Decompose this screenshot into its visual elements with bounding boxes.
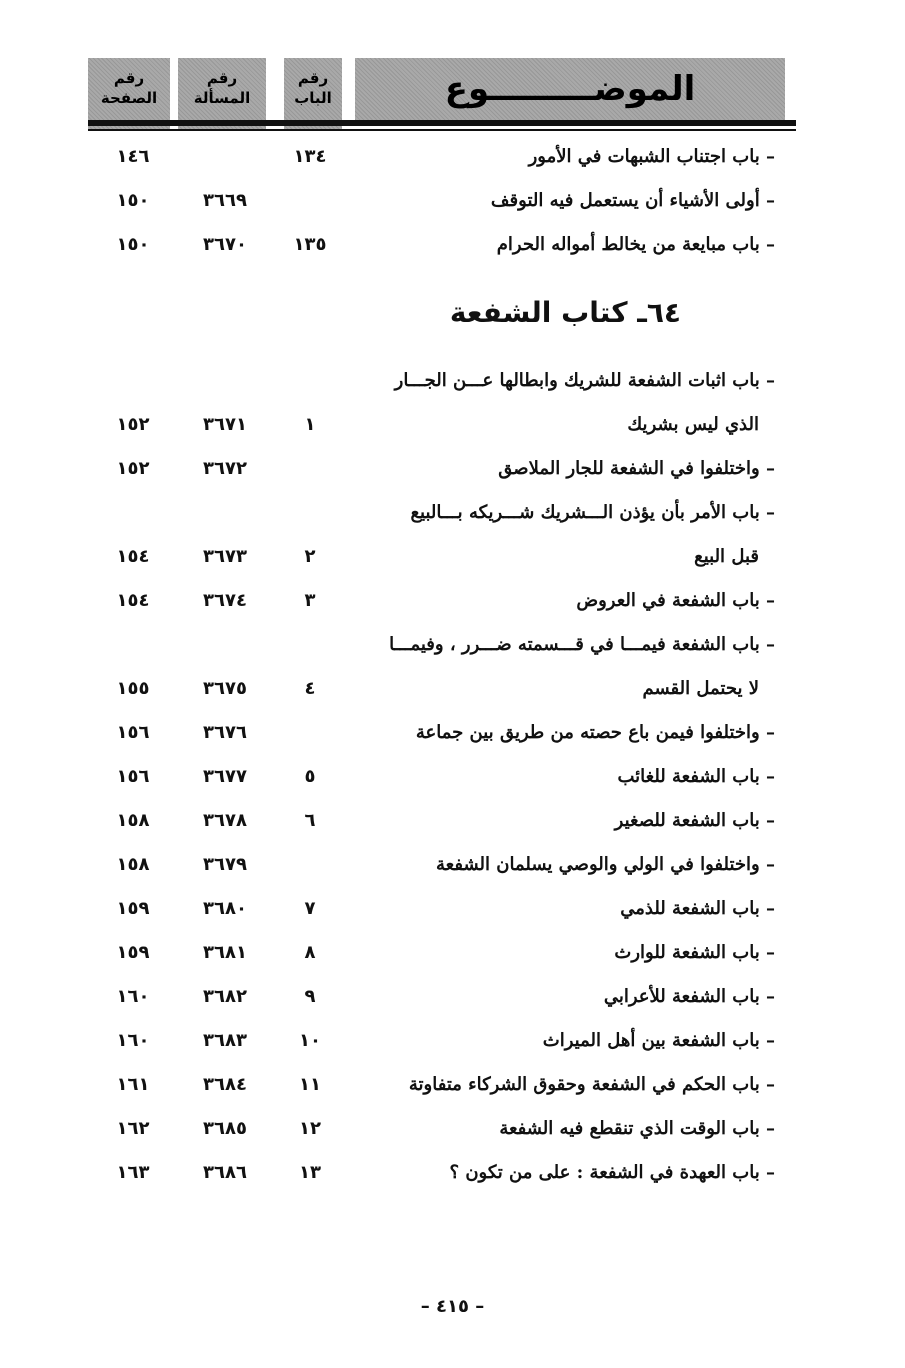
entry-bab-number: ١٢ bbox=[299, 1118, 321, 1139]
toc-row bbox=[0, 140, 905, 180]
header-masala-label-1: رقم bbox=[206, 69, 238, 87]
toc-row bbox=[0, 496, 905, 536]
entry-bab-number: ٢ bbox=[304, 546, 316, 567]
entry-page-number: ١٥٢ bbox=[116, 458, 150, 479]
entry-title: – باب العهدة في الشفعة : على من تكون ؟ bbox=[449, 1162, 775, 1183]
entry-bab-number: ١٠ bbox=[299, 1030, 321, 1051]
entry-page-number: ١٥٤ bbox=[116, 590, 150, 611]
entry-masala-number: ٣٦٧٤ bbox=[203, 590, 247, 611]
entry-masala-number: ٣٦٨١ bbox=[203, 942, 247, 963]
entry-title: – باب الشفعة فيمـــا في قـــسمته ضـــرر ، وفيمـــا bbox=[389, 634, 775, 655]
entry-title: – باب الشفعة للوارث bbox=[614, 942, 775, 963]
entry-masala-number: ٣٦٨٠ bbox=[203, 898, 247, 919]
entry-masala-number: ٣٦٧٩ bbox=[203, 854, 247, 875]
entry-bab-number: ٩ bbox=[304, 986, 316, 1007]
entry-page-number: ١٥٤ bbox=[116, 546, 150, 567]
toc-row bbox=[0, 452, 905, 492]
entry-page-number: ١٥٩ bbox=[116, 898, 150, 919]
header-bab-label-2: الباب bbox=[294, 89, 332, 107]
header-rule-thin bbox=[88, 129, 796, 131]
header-bab-label-1: رقم bbox=[297, 69, 329, 87]
entry-title: – باب الشفعة بين أهل الميراث bbox=[542, 1030, 775, 1051]
toc-row bbox=[0, 848, 905, 888]
entry-masala-number: ٣٦٧٢ bbox=[203, 458, 247, 479]
toc-row bbox=[0, 628, 905, 668]
entry-title: – باب الشفعة للأعرابي bbox=[603, 986, 775, 1007]
entry-masala-number: ٣٦٨٤ bbox=[203, 1074, 247, 1095]
entry-page-number: ١٦١ bbox=[116, 1074, 150, 1095]
entry-masala-number: ٣٦٧٥ bbox=[203, 678, 247, 699]
section-heading: ٦٤ـ كتاب الشفعة bbox=[449, 296, 681, 329]
toc-row bbox=[0, 980, 905, 1020]
entry-bab-number: ١١ bbox=[299, 1074, 321, 1095]
entry-bab-number: ٨ bbox=[304, 942, 316, 963]
entry-bab-number: ١ bbox=[304, 414, 316, 435]
entry-bab-number: ١٣٥ bbox=[293, 234, 327, 255]
entry-bab-number: ٦ bbox=[304, 810, 316, 831]
entry-masala-number: ٣٦٧١ bbox=[203, 414, 247, 435]
entry-title: – باب الأمر بأن يؤذن الـــشريك شـــريكه بـــالبيع bbox=[410, 502, 775, 523]
entry-masala-number: ٣٦٧٣ bbox=[203, 546, 247, 567]
header-masala-label-2: المسألة bbox=[193, 89, 251, 107]
header-page-label-2: الصفحة bbox=[100, 89, 158, 107]
entry-title: – باب الوقت الذي تنقطع فيه الشفعة bbox=[499, 1118, 775, 1139]
entry-title: – واختلفوا في الشفعة للجار الملاصق bbox=[498, 458, 775, 479]
entry-masala-number: ٣٦٨٢ bbox=[203, 986, 247, 1007]
entry-title: – باب الشفعة للغائب bbox=[617, 766, 775, 787]
page-number: – ٤١٥ – bbox=[420, 1296, 485, 1317]
entry-masala-number: ٣٦٧٨ bbox=[203, 810, 247, 831]
entry-page-number: ١٤٦ bbox=[116, 146, 150, 167]
entry-title: – باب مبايعة من يخالط أمواله الحرام bbox=[496, 234, 775, 255]
toc-row bbox=[0, 760, 905, 800]
entry-title: – واختلفوا فيمن باع حصته من طريق بين جماعة bbox=[415, 722, 775, 743]
entry-title: قبل البيع bbox=[694, 546, 759, 567]
entry-masala-number: ٣٦٦٩ bbox=[203, 190, 247, 211]
entry-title: – باب اثبات الشفعة للشريك وابطالها عـــن الجـــار bbox=[394, 370, 775, 391]
entry-page-number: ١٥٨ bbox=[116, 854, 150, 875]
entry-title: – باب الشفعة للصغير bbox=[614, 810, 775, 831]
toc-row bbox=[0, 408, 905, 448]
toc-row bbox=[0, 716, 905, 756]
header-page-label-1: رقم bbox=[113, 69, 145, 87]
toc-row bbox=[0, 1112, 905, 1152]
toc-row bbox=[0, 936, 905, 976]
entry-title: – باب الشفعة في العروض bbox=[576, 590, 775, 611]
entry-page-number: ١٦٢ bbox=[116, 1118, 150, 1139]
entry-page-number: ١٥٩ bbox=[116, 942, 150, 963]
entry-title: الذي ليس بشريك bbox=[627, 414, 759, 435]
entry-page-number: ١٥٠ bbox=[116, 234, 150, 255]
entry-title: – أولى الأشياء أن يستعمل فيه التوقف bbox=[490, 190, 775, 211]
entry-masala-number: ٣٦٨٦ bbox=[203, 1162, 247, 1183]
toc-row bbox=[0, 584, 905, 624]
entry-title: لا يحتمل القسم bbox=[642, 678, 759, 699]
toc-row bbox=[0, 1068, 905, 1108]
header-rule-thick bbox=[88, 120, 796, 126]
toc-row bbox=[0, 672, 905, 712]
entry-page-number: ١٥٦ bbox=[116, 766, 150, 787]
entry-page-number: ١٦٠ bbox=[116, 1030, 150, 1051]
entry-page-number: ١٥٢ bbox=[116, 414, 150, 435]
entry-bab-number: ٣ bbox=[304, 590, 316, 611]
entry-masala-number: ٣٦٧٧ bbox=[203, 766, 247, 787]
toc-row bbox=[0, 364, 905, 404]
entry-masala-number: ٣٦٨٣ bbox=[203, 1030, 247, 1051]
entry-page-number: ١٥٦ bbox=[116, 722, 150, 743]
entry-masala-number: ٣٦٧٦ bbox=[203, 722, 247, 743]
entry-bab-number: ١٣٤ bbox=[293, 146, 327, 167]
entry-bab-number: ٥ bbox=[304, 766, 316, 787]
toc-row bbox=[0, 804, 905, 844]
entry-page-number: ١٦٠ bbox=[116, 986, 150, 1007]
entry-bab-number: ١٣ bbox=[299, 1162, 321, 1183]
header-topic-label: الموضـــــــــوع bbox=[444, 69, 696, 109]
entry-page-number: ١٥٥ bbox=[116, 678, 150, 699]
toc-row bbox=[0, 892, 905, 932]
entry-page-number: ١٥٨ bbox=[116, 810, 150, 831]
header-topic-column bbox=[355, 58, 785, 120]
entry-title: – واختلفوا في الولي والوصي يسلمان الشفعة bbox=[436, 854, 775, 875]
entry-bab-number: ٤ bbox=[304, 678, 316, 699]
entry-title: – باب الشفعة للذمي bbox=[620, 898, 775, 919]
entry-page-number: ١٥٠ bbox=[116, 190, 150, 211]
entry-masala-number: ٣٦٨٥ bbox=[203, 1118, 247, 1139]
entry-masala-number: ٣٦٧٠ bbox=[203, 234, 247, 255]
entry-page-number: ١٦٣ bbox=[116, 1162, 150, 1183]
toc-row bbox=[0, 1024, 905, 1064]
entry-bab-number: ٧ bbox=[304, 898, 316, 919]
toc-row bbox=[0, 184, 905, 224]
entry-title: – باب الحكم في الشفعة وحقوق الشركاء متفاوتة bbox=[408, 1074, 775, 1095]
toc-row bbox=[0, 540, 905, 580]
entry-title: – باب اجتناب الشبهات في الأمور bbox=[528, 146, 775, 167]
toc-row bbox=[0, 1156, 905, 1196]
toc-row bbox=[0, 228, 905, 268]
